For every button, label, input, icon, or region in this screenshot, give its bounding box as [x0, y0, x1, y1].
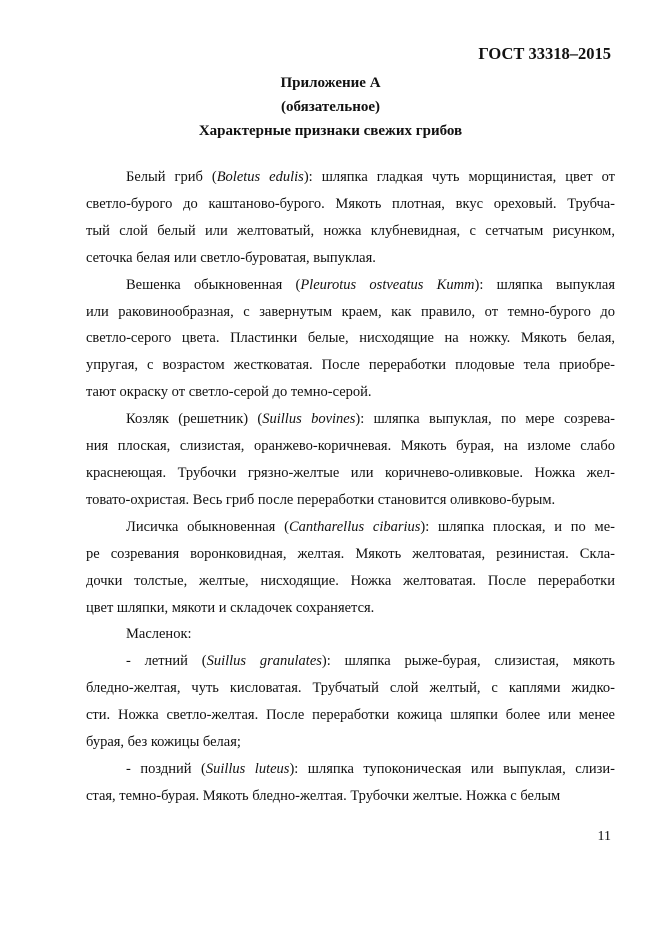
text-segment: сти. Ножка светло-желтая. После переработки кожица шляпки более или менее [86, 707, 615, 724]
standard-code: ГОСТ 33318–2015 [478, 44, 611, 63]
latin-name: Pleurotus ostveatus Kumm [300, 276, 475, 293]
paragraph [86, 514, 615, 622]
text-line [86, 164, 615, 191]
text-line [86, 379, 615, 406]
text-segment: стая, темно-бурая. Мякоть бледно-желтая. Трубочки желтые. Ножка с белым [86, 787, 561, 804]
text-segment: ): шляпка гладкая чуть морщинистая, цвет от [303, 169, 615, 185]
paragraph [86, 164, 615, 272]
text-segment: Масленок: [126, 626, 192, 643]
latin-name: Boletus edulis [216, 169, 304, 185]
text-segment: - летний ( [126, 653, 207, 670]
latin-name: Cantharellus cibarius [288, 518, 421, 535]
text-line [86, 675, 615, 702]
body-text [86, 164, 615, 810]
text-segment: бледно-желтая, чуть кисловатая. Трубчатый слой желтый, с каплями жидко- [86, 680, 615, 697]
text-line [86, 218, 615, 245]
paragraph [86, 648, 615, 756]
text-segment: Вешенка обыкновенная ( [126, 276, 301, 293]
text-segment: краснеющая. Трубочки грязно-желтые или коричнево-оливковые. Ножка жел- [86, 464, 615, 481]
page-number: 11 [597, 829, 611, 844]
text-segment: дочки толстые, желтые, нисходящие. Ножка желтоватая. После переработки [86, 572, 615, 589]
text-line [86, 729, 615, 756]
text-segment: ре созревания воронковидная, желтая. Мякоть желтоватая, резинистая. Скла- [86, 545, 615, 562]
text-line [86, 299, 615, 326]
text-segment: светло-серого цвета. Пластинки белые, нисходящие на ножку. Мякоть белая, [86, 330, 615, 347]
text-segment: или раковинообразная, с завернутым краем, как правило, от темно-бурого до [86, 303, 615, 320]
text-segment: ): шляпка выпуклая [474, 276, 615, 293]
text-line [86, 756, 615, 783]
text-line [86, 568, 615, 595]
text-segment: светло-бурого до каштаново-бурого. Мякоть плотная, вкус ореховый. Трубча- [86, 195, 615, 212]
text-line [86, 433, 615, 460]
text-line [86, 783, 615, 810]
text-segment: ): шляпка плоская, и по ме- [420, 518, 615, 535]
text-line [86, 406, 615, 433]
text-line [86, 272, 615, 299]
text-line [86, 460, 615, 487]
text-segment: ния плоская, слизистая, оранжево-коричневая. Мякоть бурая, на изломе слабо [86, 438, 615, 455]
text-line [86, 245, 615, 272]
paragraph [86, 621, 615, 648]
text-line [86, 487, 615, 514]
text-segment: Лисичка обыкновенная ( [126, 518, 289, 535]
text-line [86, 702, 615, 729]
text-line [86, 621, 615, 648]
text-segment: упругая, с возрастом жестковатая. После переработки плодовые тела приобре- [86, 357, 615, 374]
latin-name: Suillus granulates [206, 653, 322, 670]
text-segment: - поздний ( [126, 760, 206, 777]
text-segment: тают окраску от светло-серой до темно-серой. [86, 384, 372, 401]
text-segment: Белый гриб ( [126, 169, 217, 185]
text-line [86, 325, 615, 352]
text-line [86, 541, 615, 568]
latin-name: Suillus bovines [262, 411, 356, 428]
text-segment: ): шляпка тупоконическая или выпуклая, слизи- [289, 760, 615, 777]
text-segment: цвет шляпки, мякоти и складочек сохраняется. [86, 599, 375, 616]
text-segment: ): шляпка выпуклая, по мере созрева- [355, 411, 615, 428]
annex-status: (обязательное) [280, 99, 381, 115]
text-segment: Козляк (решетник) ( [126, 411, 263, 428]
text-line [86, 352, 615, 379]
text-line [86, 514, 615, 541]
text-line [86, 648, 615, 675]
text-segment: сеточка белая или светло-буроватая, выпуклая. [86, 249, 376, 266]
annex-title: Приложение А [280, 75, 381, 91]
paragraph [86, 272, 615, 407]
latin-name: Suillus luteus [205, 760, 290, 777]
annex-subtitle: Характерные признаки свежих грибов [198, 123, 463, 139]
text-segment: товато-охристая. Весь гриб после переработки становится оливково-бурым. [86, 491, 556, 508]
text-segment: бурая, без кожицы белая; [86, 734, 241, 751]
paragraph [86, 406, 615, 514]
text-line [86, 191, 615, 218]
text-segment: ): шляпка рыже-бурая, слизистая, мякоть [321, 653, 615, 670]
paragraph [86, 756, 615, 810]
text-line [86, 595, 615, 622]
text-segment: тый слой белый или желтоватый, ножка клубневидная, с сетчатым рисунком, [86, 222, 615, 239]
